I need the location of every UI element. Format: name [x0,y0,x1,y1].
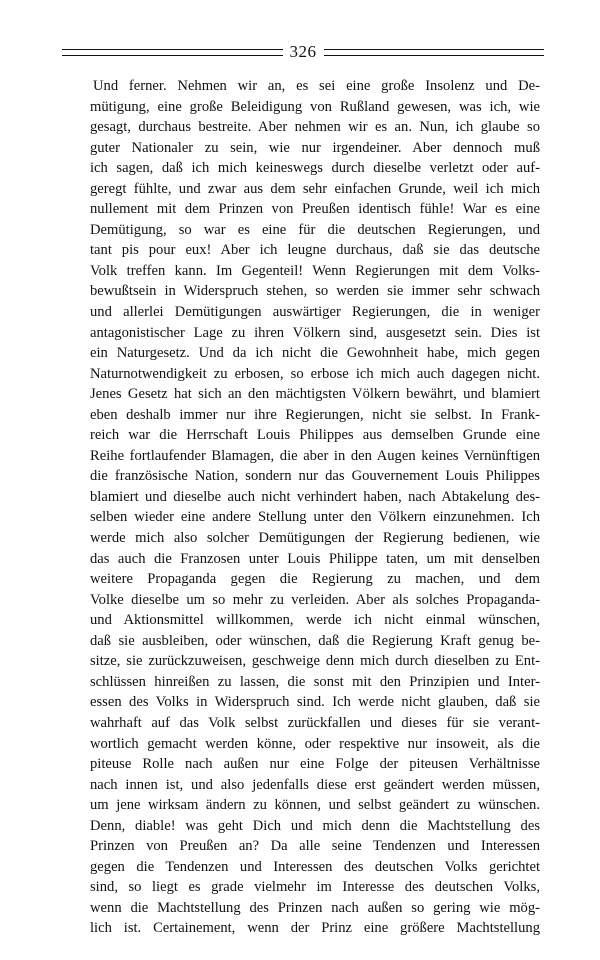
text-line: Naturnotwendigkeit zu erbosen, so erbose ich mich auch dagegen nicht. [90,365,540,382]
body-text [90,76,540,939]
text-line: Und ferner. Nehmen wir an, es sei eine große Insolenz und De- [93,78,540,94]
text-line: reich war die Herrschaft Louis Philippes aus demselben Grunde eine [90,427,540,444]
text-line: nullement mit dem Prinzen von Preußen identisch fühle! War es eine [90,201,540,218]
text-line: daß sie ausbleiben, oder wünschen, daß die Regierung Kraft genug be- [90,632,540,649]
text-line: schlüssen hinreißen zu lassen, die sonst mit den Prinzipien und Inter- [90,673,540,690]
text-line: werde mich also solcher Demütigungen der Regierung bedienen, wie [90,530,540,547]
text-line: piteuse Rolle nach außen nur eine Folge der piteusen Verhältnisse [90,756,540,773]
text-line: bewußtsein in Widerspruch stehen, so werden sie immer sehr schwach [90,283,540,300]
text-line: tant pis pour eux! Aber ich leugne durchaus, daß sie das deutsche [90,242,540,259]
text-line: eben deshalb immer nur ihre Regierungen, nicht sie selbst. In Frank- [90,406,540,423]
text-line: Reihe fortlaufender Blamagen, die aber in den Augen keines Vernünftigen [90,447,540,464]
text-line: um jene wirksam ändern zu können, und selbst geändert zu wünschen. [90,797,540,814]
text-line: mütigung, eine große Beleidigung von Rußland gewesen, was ich, wie [90,98,540,115]
text-line: Volk treffen kann. Im Gegenteil! Wenn Regierungen mit dem Volks- [90,262,540,279]
page-header [62,38,544,66]
text-line: ich sagen, daß ich mich keineswegs durch dieselbe verletzt oder auf- [90,160,540,177]
text-line: nach innen ist, und also jedenfalls diese erst geändert werden müssen, [90,776,540,793]
text-line: sind, so liegt es grade vielmehr im Interesse des deutschen Volks, [90,879,540,896]
text-line: geregt fühlte, und zwar aus dem sehr einfachen Grunde, weil ich mich [90,180,540,197]
text-line: blamiert und dieselbe auch nicht verhindert haben, nach Abtakelung des- [90,488,540,505]
text-line: die französische Nation, sondern nur das Gouvernement Louis Philippes [90,468,540,485]
text-line: Prinzen von Preußen an? Da alle seine Tendenzen und Interessen [90,838,540,855]
text-line: sitze, sie zurückzuweisen, geschweige denn mich durch dieselben zu Ent- [90,653,540,670]
text-line: und Aktionsmittel willkommen, werde ich nicht einmal wünschen, [90,612,540,629]
text-line: ein Naturgesetz. Und da ich nicht die Gewohnheit habe, mich gegen [90,345,540,362]
text-line: Denn, diable! was geht Dich und mich denn die Machtstellung des [90,817,540,834]
header-rule-left [62,49,283,56]
text-line: Jenes Gesetz hat sich an den mächtigsten Völkern bewährt, und blamiert [90,386,540,403]
text-line: wenn die Machtstellung des Prinzen nach außen so gering wie mög- [90,899,540,916]
header-rule-right [324,49,545,56]
text-line: weitere Propaganda gegen die Regierung zu machen, und dem [90,571,540,588]
text-line: Demütigung, so war es eine für die deutschen Regierungen, und [90,221,540,238]
text-line: wortlich gemacht werden könne, oder respektive nur insoweit, als die [90,735,540,752]
text-line: guter Nationaler zu sein, wie nur irgendeiner. Aber dennoch muß [90,139,540,156]
text-line: und allerlei Demütigungen auswärtiger Regierungen, die in weniger [90,304,540,321]
text-line: essen des Volks in Widerspruch sind. Ich werde nicht glauben, daß sie [90,694,540,711]
text-line: das auch die Franzosen unter Louis Philippe taten, um mit denselben [90,550,540,567]
text-line: wahrhaft auf das Volk selbst zurückfallen und dieses für sie verant- [90,714,540,731]
text-line: lich ist. Certainement, wenn der Prinz eine größere Machtstellung [90,920,540,937]
text-line: gegen die Tendenzen und Interessen des deutschen Volks gerichtet [90,858,540,875]
page-number: 326 [289,42,317,61]
text-line: selben wieder eine andere Stellung unter den Völkern einzunehmen. Ich [90,509,540,526]
text-line: gesagt, durchaus bestreite. Aber nehmen wir es an. Nun, ich glaube so [90,119,540,136]
text-line: Volke dieselbe um so mehr zu verleiden. Aber als solches Propaganda- [90,591,540,608]
text-line: antagonistischer Lage zu ihren Völkern sind, ausgesetzt sein. Dies ist [90,324,540,341]
